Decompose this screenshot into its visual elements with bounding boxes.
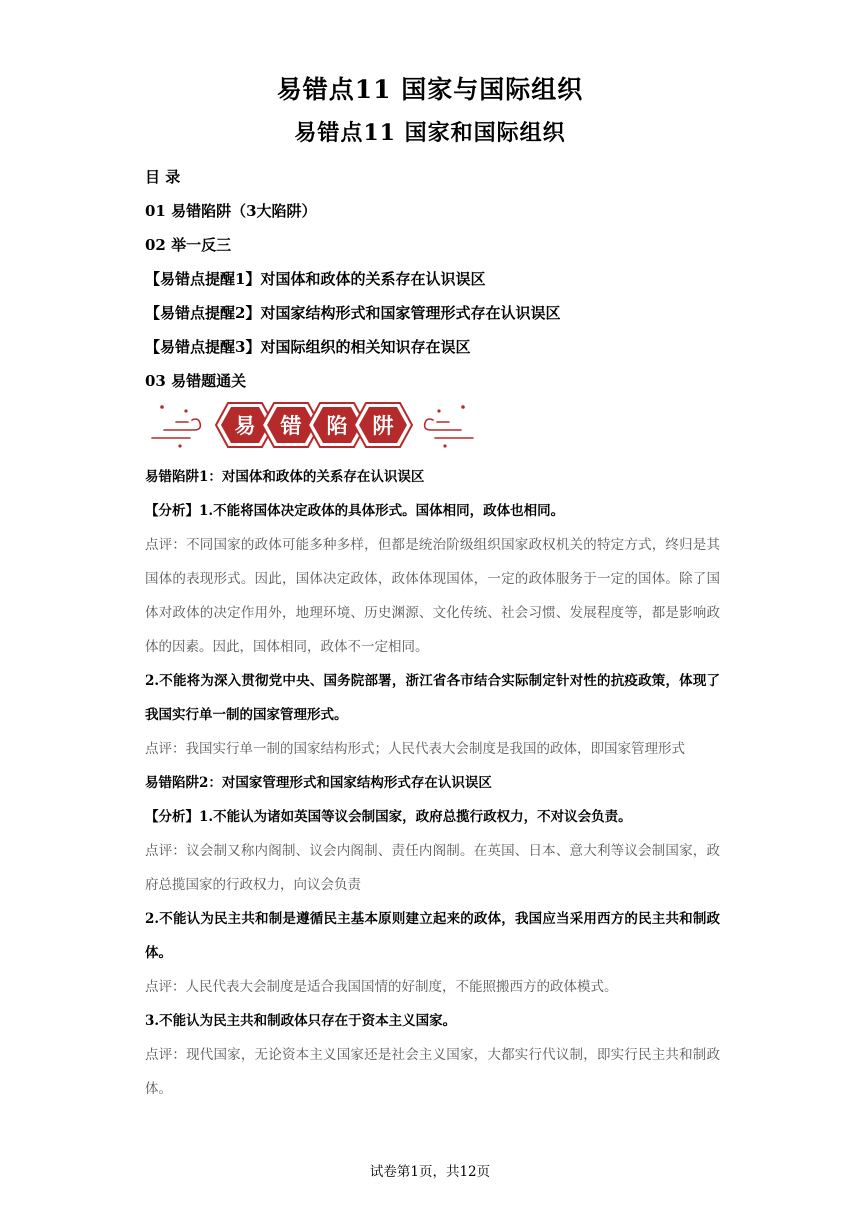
section-heading: 易错陷阱2：对国家管理形式和国家结构形式存在认识误区 — [145, 775, 492, 791]
comment-paragraph: 点评：人民代表大会制度是适合我国国情的好制度，不能照搬西方的政体模式。 — [145, 979, 618, 995]
banner-char: 阱 — [372, 414, 394, 438]
comment-paragraph: 点评：议会制又称内阁制、议会内阁制、责任内阁制。在英国、日本、意大利等议会制国家，政府总揽国家的行政权力，向议会负责 — [145, 843, 720, 893]
analysis-paragraph: 3.不能认为民主共和制政体只存在于资本主义国家。 — [145, 1013, 457, 1029]
toc-item: 【易错点提醒1】对国体和政体的关系存在认识误区 — [145, 270, 486, 288]
banner-char: 错 — [280, 414, 302, 438]
toc-item: 【易错点提醒2】对国家结构形式和国家管理形式存在认识误区 — [145, 304, 561, 322]
comment-paragraph: 点评：不同国家的政体可能多种多样，但都是统治阶级组织国家政权机关的特定方式，终归是其国体的表现形式。因此，国体决定政体，政体体现国体，一定的政体服务于一定的国体。除了国体对政体的决定作用外，地理环境、历史渊源、文化传统、社会习惯、发展程度等，都是影响政体的因素。因此，国体相同，政体不一定相同。 — [145, 537, 720, 655]
document-body — [145, 460, 720, 1106]
toc-item: 【易错点提醒3】对国际组织的相关知识存在误区 — [145, 338, 471, 356]
analysis-paragraph: 【分析】1.不能将国体决定政体的具体形式。国体相同，政体也相同。 — [145, 503, 565, 519]
banner-char: 陷 — [326, 414, 348, 438]
toc-item: 03 易错题通关 — [145, 372, 247, 390]
toc-item: 01 易错陷阱（3大陷阱） — [145, 202, 317, 220]
comment-paragraph: 点评：现代国家，无论资本主义国家还是社会主义国家，大都实行代议制，即实行民主共和制政体。 — [145, 1047, 720, 1097]
analysis-paragraph: 2.不能将为深入贯彻党中央、国务院部署，浙江省各市结合实际制定针对性的抗疫政策，体现了我国实行单一制的国家管理形式。 — [145, 673, 720, 723]
section-heading: 易错陷阱1：对国体和政体的关系存在认识误区 — [145, 469, 425, 485]
table-of-contents — [145, 160, 745, 398]
document-subtitle: 易错点11 国家和国际组织 — [294, 120, 566, 146]
analysis-paragraph: 2.不能认为民主共和制是遵循民主基本原则建立起来的政体，我国应当采用西方的民主共和制政体。 — [145, 911, 720, 961]
banner-char: 易 — [234, 414, 256, 438]
analysis-paragraph: 【分析】1.不能认为诸如英国等议会制国家，政府总揽行政权力，不对议会负责。 — [145, 809, 632, 825]
left-ornament-icon — [152, 405, 200, 447]
page-footer: 试卷第1页，共12页 — [369, 1164, 491, 1180]
section-banner — [150, 398, 475, 452]
toc-heading: 目 录 — [145, 168, 181, 186]
toc-item: 02 举一反三 — [145, 236, 232, 254]
document-title: 易错点11 国家与国际组织 — [276, 75, 584, 104]
comment-paragraph: 点评：我国实行单一制的国家结构形式；人民代表大会制度是我国的政体，即国家管理形式 — [145, 741, 685, 757]
banner-badge — [354, 403, 412, 447]
right-ornament-icon — [425, 405, 473, 447]
